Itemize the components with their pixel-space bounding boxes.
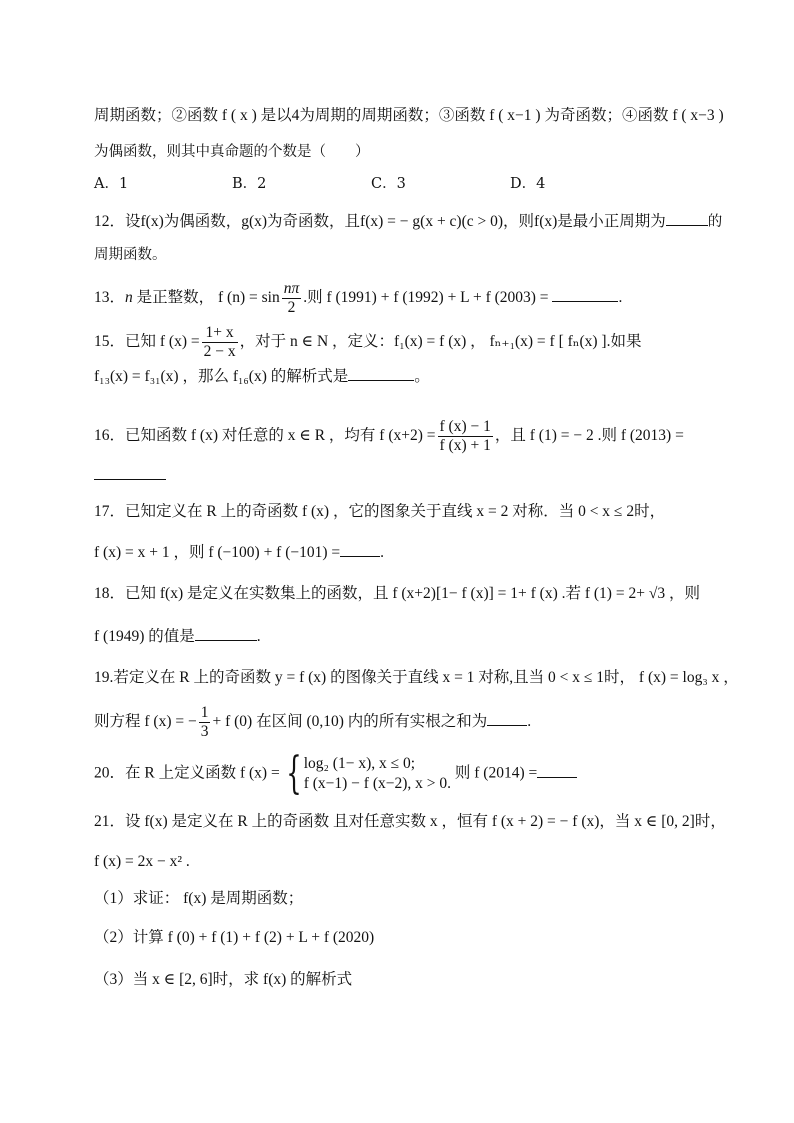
q13-end: .	[618, 289, 623, 307]
q18-line2-end: .	[256, 628, 261, 645]
q19-fraction	[199, 704, 211, 741]
q13-number: 13．	[94, 289, 126, 307]
q12-answer-blank[interactable]	[666, 211, 708, 226]
q12-text: 12．设f(x)为偶函数，g(x)为奇函数，且f(x) = − g(x + c)(c > 0)，则f(x)是最小正周期为	[94, 213, 666, 230]
q16-line1	[94, 418, 684, 455]
q18-line2-text: f (1949) 的值是	[94, 628, 195, 645]
q21-line1: 21．设 f(x) 是定义在 R 上的奇函数 且对任意实数 x ，恒有 f (x + 2) = − f (x)，当 x ∈ [0, 2]时，	[94, 813, 726, 830]
q19-answer-blank[interactable]	[487, 711, 527, 726]
q17-line2	[94, 542, 384, 563]
q15-rest: ，对于 n ∈ N ，定义：f₁(x) = f (x) ， fₙ₊₁(x) = f [ fₙ(x) ].如果	[239, 333, 642, 351]
q18-line2	[94, 626, 261, 647]
q12-text-end: 的	[707, 214, 723, 230]
q19-line1: 19.若定义在 R 上的奇函数 y = f (x) 的图像关于直线 x = 1 对称,且当 0 < x ≤ 1时， f (x) = log₃ x ，	[94, 669, 739, 686]
q15-prefix: 15．已知 f (x) =	[94, 333, 200, 351]
q20-cases	[304, 754, 451, 794]
q11-choice-a: A．1	[94, 176, 129, 192]
q17-answer-blank[interactable]	[340, 542, 380, 557]
q17-line2-text: f (x) = x + 1 ，则 f (−100) + f (−101) =	[94, 544, 341, 561]
q13-frac-den: 2	[287, 299, 296, 316]
q20-line	[94, 748, 577, 799]
q16-answer-blank[interactable]	[94, 465, 166, 480]
q12-line2: 周期函数。	[94, 247, 167, 263]
q11-line2: 为偶函数，则其中真命题的个数是（ ）	[94, 144, 370, 160]
q21-line2: f (x) = 2x − x² .	[94, 853, 190, 870]
q20-prefix: 20．在 R 上定义函数 f (x) =	[94, 764, 280, 782]
q19-line2	[94, 704, 531, 741]
q15-line1	[94, 324, 641, 361]
q11-choice-c: C．3	[371, 176, 406, 192]
q19-line2-end: .	[527, 713, 532, 731]
q11-choice-b: B．2	[232, 176, 267, 192]
q20-rest: 则 f (2014) =	[454, 764, 538, 782]
q16-line2	[94, 465, 166, 486]
q13-answer-blank[interactable]	[552, 287, 618, 302]
q16-prefix: 16．已知函数 f (x) 对任意的 x ∈ R ，均有 f (x+2) =	[94, 427, 436, 445]
q18-line1: 18．已知 f(x) 是定义在实数集上的函数，且 f (x+2)[1− f (x)] = 1+ f (x) .若 f (1) = 2+ √3 ，则	[94, 585, 700, 602]
q15-fraction	[202, 324, 238, 361]
q19-frac-num: 1	[200, 704, 209, 721]
q15-frac-num: 1+ x	[202, 324, 238, 343]
q16-fraction	[438, 418, 493, 455]
q20-brace: {	[286, 748, 302, 799]
q15-frac-den: 2 − x	[203, 343, 236, 360]
q16-frac-den: f (x) + 1	[439, 437, 491, 454]
q17-line1: 17．已知定义在 R 上的奇函数 f (x) ，它的图象关于直线 x = 2 对称．当 0 < x ≤ 2时，	[94, 503, 666, 520]
q11-choice-d: D．4	[510, 176, 546, 192]
q19-line2-prefix: 则方程 f (x) = −	[94, 713, 197, 731]
q15-answer-blank[interactable]	[348, 366, 414, 381]
q13-rest: .则 f (1991) + f (1992) + L + f (2003) =	[303, 289, 549, 307]
q18-answer-blank[interactable]	[195, 626, 257, 641]
q16-frac-num: f (x) − 1	[439, 418, 491, 435]
q13-mid: 是正整数， f (n) = sin	[132, 289, 280, 307]
q20-answer-blank[interactable]	[537, 763, 577, 778]
q19-frac-den: 3	[200, 723, 209, 740]
q12-line1	[94, 211, 722, 232]
q21-sub2: （2）计算 f (0) + f (1) + f (2) + L + f (2020)	[94, 929, 375, 946]
q15-line2-end: 。	[414, 368, 430, 385]
q20-case2: f (x−1) − f (x−2), x > 0.	[303, 775, 452, 792]
q21-sub3: （3）当 x ∈ [2, 6]时，求 f(x) 的解析式	[94, 971, 353, 988]
q16-rest: ，且 f (1) = − 2 .则 f (2013) =	[494, 427, 684, 445]
q13-frac-num: nπ	[283, 280, 300, 297]
q19-line2-rest: + f (0) 在区间 (0,10) 内的所有实根之和为	[212, 713, 488, 731]
q13-n: n	[125, 289, 133, 307]
q15-line2-text: f₁₃(x) = f₃₁(x) ，那么 f₁₆(x) 的解析式是	[94, 368, 349, 385]
q17-line2-end: .	[380, 544, 385, 561]
q20-case1: log₂ (1− x), x ≤ 0;	[303, 755, 416, 772]
q13-fraction	[282, 280, 302, 317]
q11-line1: 周期函数；②函数 f ( x ) 是以4为周期的周期函数；③函数 f ( x−1 ) 为奇函数；④函数 f ( x−3 )	[94, 107, 724, 124]
q15-line2	[94, 366, 430, 387]
q21-sub1: （1）求证： f(x) 是周期函数；	[94, 890, 304, 907]
q13-line	[94, 280, 622, 317]
